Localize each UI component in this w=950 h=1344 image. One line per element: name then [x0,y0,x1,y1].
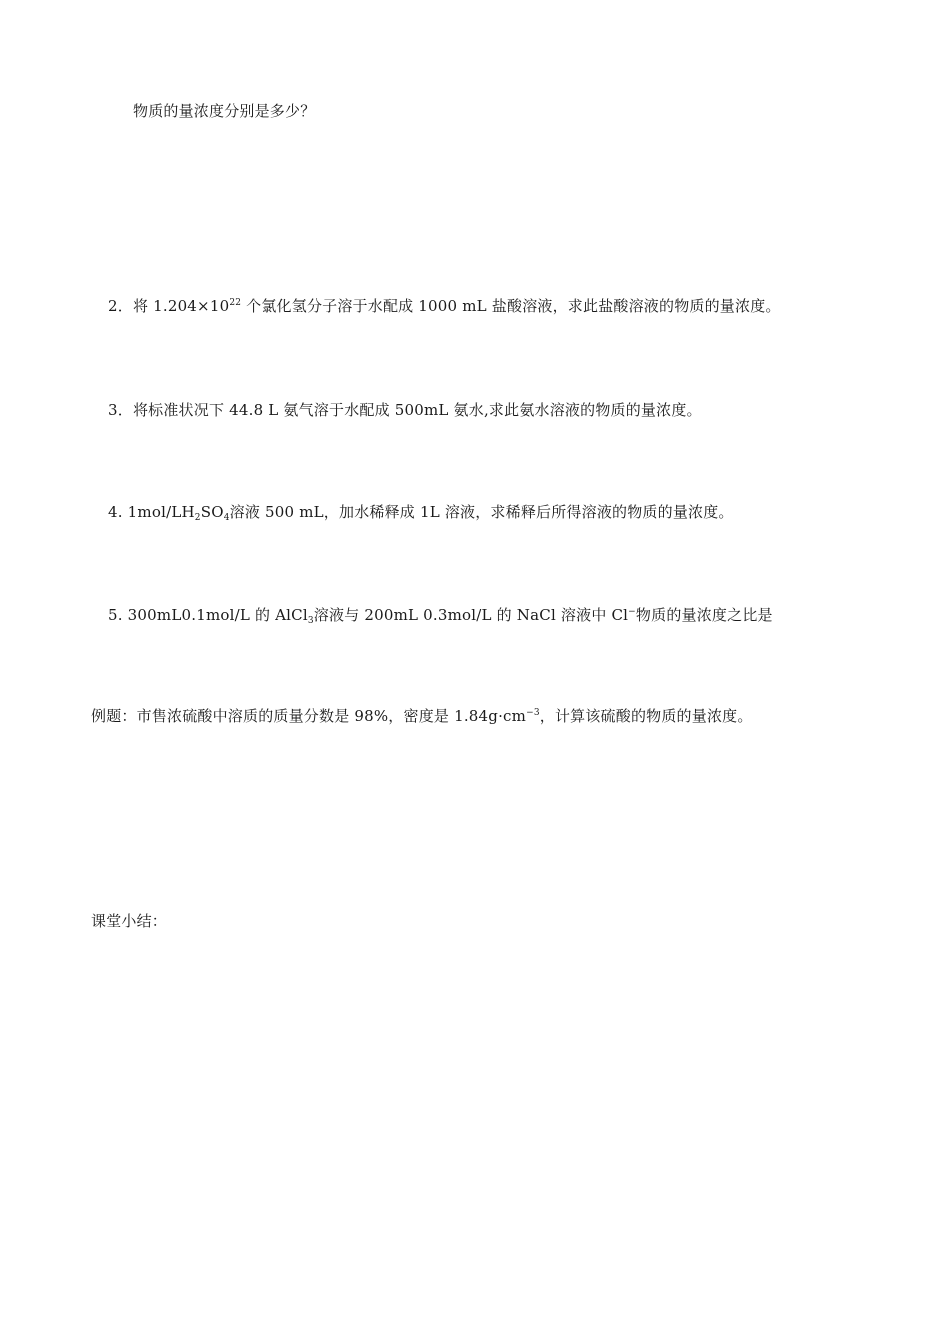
question-4-subscript-1: 2 [194,513,201,523]
question-3: 3．将标准状况下 44.8 L 氨气溶于水配成 500mL 氨水,求此氨水溶液的物质的量浓度。 [108,401,702,419]
example-text-a: 例题：市售浓硫酸中溶质的质量分数是 98%，密度是 1.84g·cm [91,707,527,725]
question-4-text-c: 溶液 500 mL，加水稀释成 1L 溶液，求稀释后所得溶液的物质的量浓度。 [229,503,734,521]
question-4-text-b: SO [200,503,224,521]
class-summary-label: 课堂小结： [91,912,168,930]
question-5-text-b: 溶液与 200mL 0.3mol/L 的 NaCl 溶液中 Cl [313,606,629,624]
example-exponent: −3 [526,708,540,718]
question-4-text-a: 4. 1mol/LH [108,503,195,521]
example-problem [91,706,753,726]
question-5-text-a: 5. 300mL0.1mol/L 的 AlCl [108,606,308,624]
question-1-continuation: 物质的量浓度分别是多少？ [133,102,316,120]
question-5 [108,605,773,625]
question-2 [108,296,781,316]
question-4 [108,502,734,522]
question-4-subscript-2: 4 [223,513,230,523]
question-2-text-b: 个氯化氢分子溶于水配成 1000 mL 盐酸溶液，求此盐酸溶液的物质的量浓度。 [241,297,781,315]
question-5-subscript: 3 [307,616,314,626]
question-2-exponent: 22 [229,298,242,308]
question-5-text-c: 物质的量浓度之比是 [635,606,773,624]
question-2-text-a: 2．将 1.204×10 [108,297,230,315]
question-5-superscript: − [628,607,636,617]
example-text-b: ，计算该硫酸的物质的量浓度。 [539,707,753,725]
